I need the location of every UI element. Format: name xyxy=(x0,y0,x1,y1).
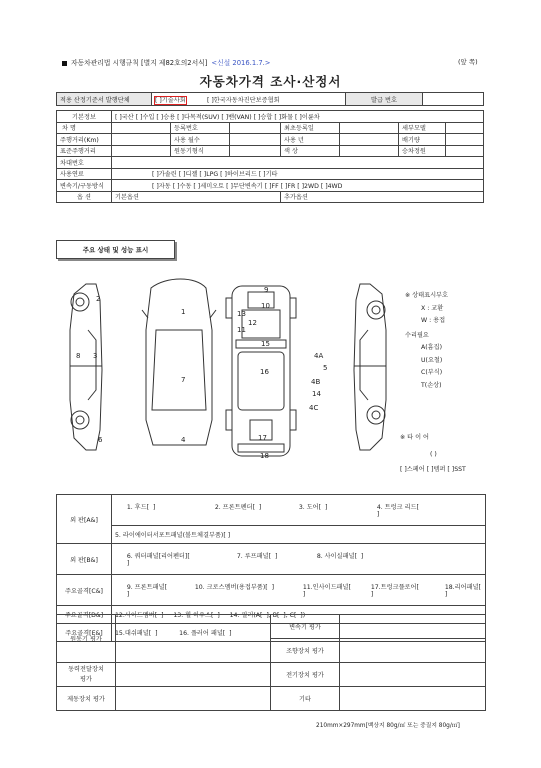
transmission-label: 변속기/구동방식 xyxy=(57,180,112,192)
transmission-eval-label: 변속기 평가 xyxy=(271,615,340,639)
steering-eval-label: 조향장치 평가 xyxy=(271,639,340,663)
engine-eval-label: 원동기 평가 xyxy=(57,615,116,663)
frame-d-label: 주요골격[D&] xyxy=(57,606,112,624)
electric-eval-value[interactable] xyxy=(340,663,486,687)
part-number-1: 1 xyxy=(181,308,186,316)
issuer-option-kadi[interactable]: [ ]한국자동차진단보증협회 xyxy=(204,93,346,106)
etc-eval-value[interactable] xyxy=(340,687,486,711)
issue-no-label: 발급 번호 xyxy=(346,93,423,106)
part-number-17: 17 xyxy=(258,434,267,442)
outer-panel-a-row1[interactable]: 1. 후드[ ] 2. 프론트펜더[ ] 3. 도어[ ] 4. 트렁크 리드[ ] xyxy=(112,495,486,526)
status-legend: ※ 상태표시부호 X : 교환 W : 용접 수리필요 A(흠집) U(요철) C(부식) T(손상) xyxy=(405,292,449,389)
part-number-3: 3 xyxy=(93,352,98,360)
part-number-5: 5 xyxy=(323,364,328,372)
fuel-label: 사용연료 xyxy=(57,168,112,180)
info-row: 주행거리(Km) 사용 월수 사용 년 배기량 xyxy=(57,134,484,146)
issuer-label: 적용 산정기준서 발행단체 xyxy=(57,93,152,106)
power-eval-label: 동력전달장치 평가 xyxy=(57,663,116,687)
tire-title: ※ 타 이 어 xyxy=(400,434,430,441)
part-number-4a: 4A xyxy=(314,352,324,360)
part-number-4: 4 xyxy=(181,436,186,444)
part-number-4c: 4C xyxy=(309,404,319,412)
engine-eval-value[interactable] xyxy=(116,615,271,663)
part-number-13: 13 xyxy=(237,310,246,318)
vehicle-info-table xyxy=(56,110,484,203)
tire-value[interactable]: ( ) xyxy=(430,451,437,458)
frame-d-row[interactable]: 12.사이드멤버[ ] 13. 휠 하우스[ ] 14. 필러(A[ ], B[ ], C[ ]) xyxy=(112,606,486,624)
frame-e-row[interactable]: 15.대쉬패널[ ] 16. 플러어 패널[ ] xyxy=(112,624,486,642)
basic-info-label: 기본정보 xyxy=(57,111,112,123)
tire-options[interactable]: [ ]스페어 [ ]템퍼 [ ]SST xyxy=(400,466,466,473)
car-side-left xyxy=(70,284,102,450)
part-number-2: 2 xyxy=(96,295,101,303)
outer-panel-a-label: 외 판[A&] xyxy=(57,495,112,544)
brake-eval-label: 제동장치 평가 xyxy=(57,687,116,711)
part-number-18: 18 xyxy=(260,452,269,460)
basic-info-options[interactable]: [ ]국산 [ ]수입 [ ]승용 [ ]다목적(SUV) [ ]밴(VAN) [ ]승합 [ ]화물 [ ]이륜차 xyxy=(112,111,484,123)
electric-eval-label: 전기장치 평가 xyxy=(271,663,340,687)
info-row: 차 명 등록번호 최초등록일 세부모델 xyxy=(57,122,484,134)
form-header-law: 자동차관리법 시행규칙 [별지 제82호의2서식] <신설 2016.1.7.> xyxy=(62,57,271,67)
form-title: 자동차가격 조사·산정서 xyxy=(199,74,342,89)
power-eval-value[interactable] xyxy=(116,663,271,687)
transmission-options[interactable]: [ ]자동 [ ]수동 [ ]세미오토 [ ]무단변속기 [ ]FF [ ]FR [ ]2WD [ ]4WD xyxy=(112,180,484,192)
issuer-table xyxy=(56,92,484,106)
fuel-options[interactable]: [ ]가솔린 [ ]디젤 [ ]LPG [ ]하이브리드 [ ]기타 xyxy=(112,168,484,180)
issue-no-value[interactable] xyxy=(423,93,484,106)
frame-e-label: 주요골격[E&] xyxy=(57,624,112,642)
paper-spec: 210mm×297mm[백상지 80g/㎡ 또는 중질지 80g/㎡] xyxy=(316,723,460,729)
part-number-12: 12 xyxy=(248,319,257,327)
evaluation-table xyxy=(56,614,486,711)
etc-eval-label: 기타 xyxy=(271,687,340,711)
part-number-6: 6 xyxy=(98,436,103,444)
part-number-11: 11 xyxy=(237,326,246,334)
issuer-option-engineers[interactable]: [ ]기술사회 xyxy=(152,93,205,106)
new-mark: <신설 2016.1.7.> xyxy=(211,59,271,67)
part-number-16: 16 xyxy=(260,368,269,376)
frame-c-label: 주요골격[C&] xyxy=(57,575,112,606)
car-diagram xyxy=(56,270,401,470)
basic-option-label: 기본옵션 xyxy=(112,191,281,203)
outer-panel-b-label: 외 판[B&] xyxy=(57,544,112,575)
info-row: 표준주행거리 원동기형식 색 상 승차정원 xyxy=(57,145,484,157)
outer-panel-b-row[interactable]: 6. 쿼터패널[리어펜더][ ]7. 루프패널[ ] 8. 사이실패널[ ] xyxy=(112,544,486,575)
vin-value[interactable] xyxy=(112,157,484,169)
option-label: 옵 션 xyxy=(57,191,112,203)
extra-option-label: 추가옵션 xyxy=(281,191,484,203)
brake-eval-value[interactable] xyxy=(116,687,271,711)
square-bullet-icon xyxy=(62,61,67,66)
vin-label: 차대번호 xyxy=(57,157,112,169)
part-number-8: 8 xyxy=(76,352,81,360)
part-number-7: 7 xyxy=(181,376,186,384)
part-number-15: 15 xyxy=(261,340,270,348)
frame-c-row[interactable]: 9. 프론트패널[ ]10. 크로스멤버(용접부품)[ ] 11.인사이드패널[ ]17.트렁크플로어[ ]18.리어패널[ ] xyxy=(112,575,486,606)
section-title: 주요 상태 및 성능 표시 xyxy=(56,240,175,259)
outer-panel-a-row2[interactable]: 5. 라이에이터서포트패널(볼트체결부품)[ ] xyxy=(112,526,486,544)
car-top-outer xyxy=(142,279,216,445)
part-number-9: 9 xyxy=(264,286,269,294)
part-number-10: 10 xyxy=(261,302,270,310)
steering-eval-value[interactable] xyxy=(340,639,486,663)
car-side-right xyxy=(354,284,386,450)
part-number-14: 14 xyxy=(312,390,321,398)
page-side: (앞 쪽) xyxy=(458,58,478,66)
transmission-eval-value[interactable] xyxy=(340,615,486,639)
part-number-4b: 4B xyxy=(311,378,321,386)
